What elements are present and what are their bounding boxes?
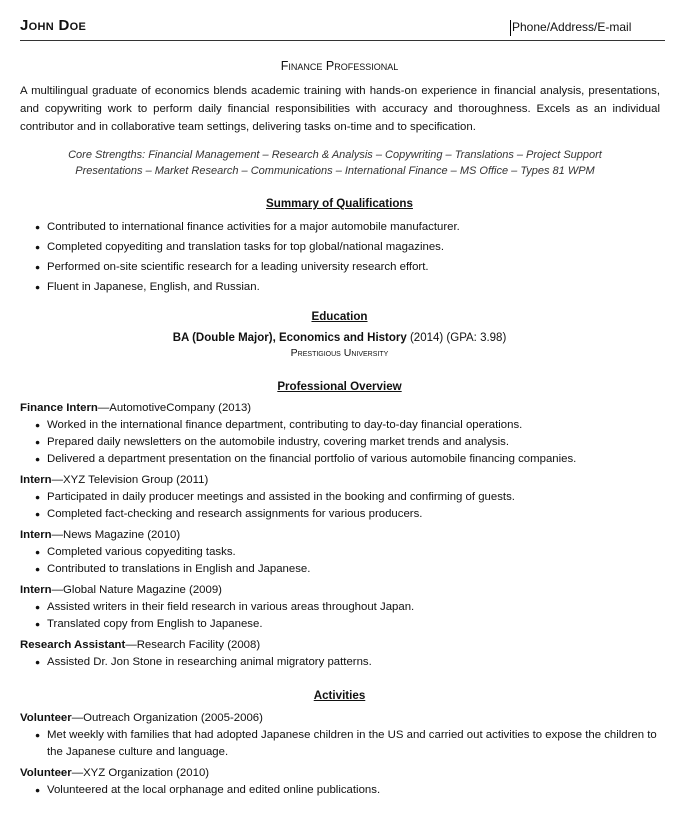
core-strengths-line-2: Presentations – Market Research – Communications – International Finance – MS Office – Types 81 WPM [75,165,595,177]
entry-org: —Outreach Organization (2005-2006) [71,712,263,724]
entry-org: —XYZ Organization (2010) [71,767,210,779]
list-item: ● Participated in daily producer meetings and assisted in the booking and confirming of guests. [26,489,660,506]
entry-role: Research Assistant [20,639,126,651]
entry-role: Finance Intern [20,402,98,414]
list-item: ● Contributed to international finance activities for a major automobile manufacturer. [26,217,656,237]
entry-role: Volunteer [20,767,72,779]
candidate-name: John Doe [20,17,87,34]
list-item: ● Volunteered at the local orphanage and edited online publications. [26,782,660,799]
entry-role: Intern [20,474,52,486]
school-name: Prestigious University [290,347,389,359]
activities-heading: Activities [313,689,366,702]
professional-entries [20,400,660,675]
entry-role: Intern [20,529,52,541]
experience-entry [20,400,660,468]
activity-entry [20,710,660,761]
activity-entries [20,710,660,803]
job-title: Finance Professional [280,59,399,73]
profile-summary: A multilingual graduate of economics blends academic training with hands-on experience in financial analysis, presentations, and copywriting work to perform daily financial responsibilities with accuracy and thoroughness. Excels as an individual contributor and in collaborative team settings, delivering tasks on-time and to specification. [20,85,660,133]
core-strengths-line-1: Core Strengths: Financial Management – Research & Analysis – Copywriting – Translations – Project Support [68,149,602,161]
qualifications-heading: Summary of Qualifications [266,197,413,210]
education-heading: Education [311,310,368,323]
list-item: ● Worked in the international finance department, contributing to day-to-day financial operations. [26,417,660,434]
list-item: ● Fluent in Japanese, English, and Russian. [26,277,656,297]
list-item: ● Completed copyediting and translation tasks for top global/national magazines. [26,237,656,257]
list-item: ● Assisted Dr. Jon Stone in researching animal migratory patterns. [26,654,660,671]
resume-header [20,14,665,41]
list-item: ● Completed fact-checking and research assignments for various producers. [26,506,660,523]
list-item: ● Delivered a department presentation on the financial portfolio of various automobile financing companies. [26,451,660,468]
entry-role: Volunteer [20,712,72,724]
degree [0,331,679,346]
entry-org: —Research Facility (2008) [125,639,261,651]
activity-entry [20,765,660,799]
list-item: ● Met weekly with families that had adopted Japanese children in the US and carried out activities to expose the children to the Japanese culture and language. [26,727,660,761]
list-item: ● Completed various copyediting tasks. [26,544,660,561]
entry-org: —Global Nature Magazine (2009) [51,584,222,596]
list-item: ● Translated copy from English to Japanese. [26,616,660,633]
list-item: ● Prepared daily newsletters on the automobile industry, covering market trends and analysis. [26,434,660,451]
experience-entry [20,472,660,523]
core-strengths [20,147,650,179]
experience-entry [20,527,660,578]
entry-org: —News Magazine (2010) [51,529,181,541]
list-item: ● Contributed to translations in English and Japanese. [26,561,660,578]
qualifications-list [26,217,656,297]
list-item: ● Assisted writers in their field research in various areas throughout Japan. [26,599,660,616]
entry-role: Intern [20,584,52,596]
degree-title: BA (Double Major), Economics and History [172,332,407,344]
degree-details: (2014) (GPA: 3.98) [406,332,507,344]
professional-heading: Professional Overview [277,380,402,393]
contact-info[interactable]: Phone/Address/E-mail [512,20,632,34]
list-item: ● Performed on-site scientific research for a leading university research effort. [26,257,656,277]
experience-entry [20,582,660,633]
entry-org: —AutomotiveCompany (2013) [97,402,252,414]
entry-org: —XYZ Television Group (2011) [51,474,209,486]
experience-entry [20,637,660,671]
